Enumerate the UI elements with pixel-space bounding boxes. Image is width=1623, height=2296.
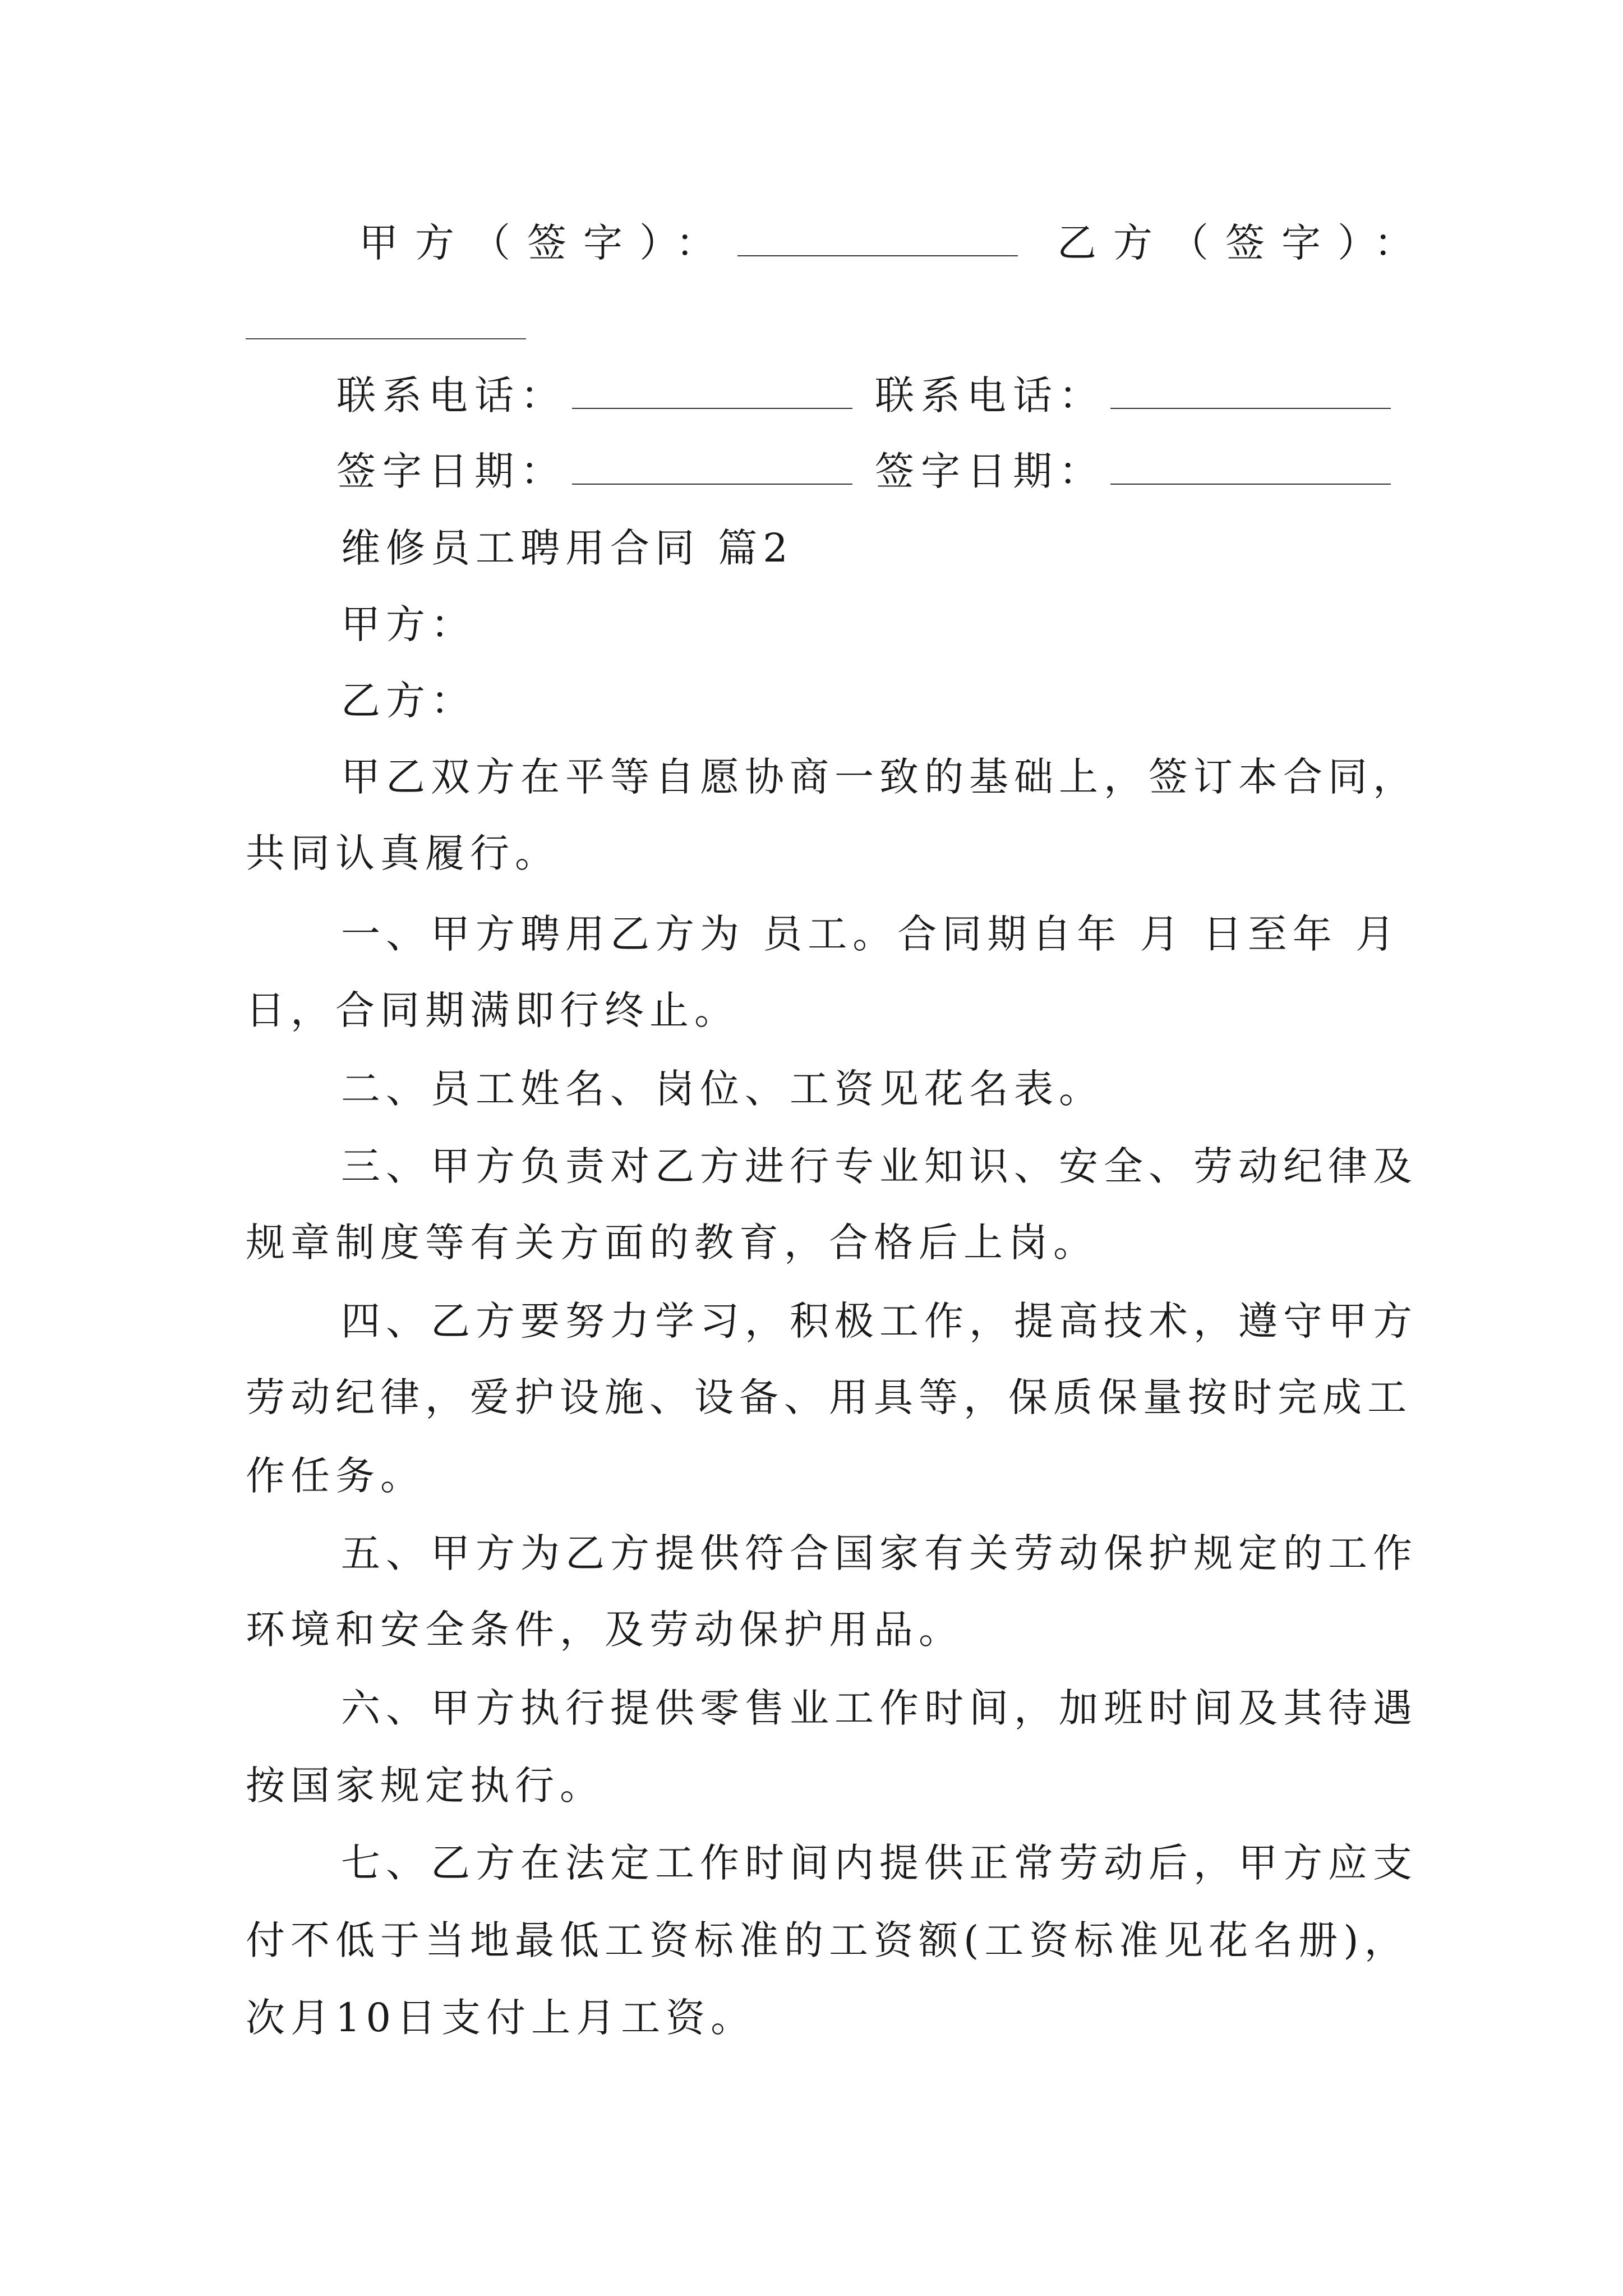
paragraph-line: 五、甲方为乙方提供符合国家有关劳动保护规定的工作 bbox=[341, 1530, 1418, 1576]
party-a-signature-blank bbox=[737, 224, 1018, 256]
date-row bbox=[336, 448, 1391, 494]
paragraph-line: 甲乙双方在平等自愿协商一致的基础上，签订本合同， bbox=[341, 754, 1418, 800]
paragraph-line: 共同认真履行。 bbox=[246, 830, 560, 876]
party-a-signature-label: 甲方（签字）： bbox=[359, 220, 732, 266]
paragraph-line: 日，合同期满即行终止。 bbox=[246, 987, 739, 1033]
paragraph-line: 四、乙方要努力学习，积极工作，提高技术，遵守甲方 bbox=[341, 1298, 1418, 1344]
paragraph-line: 七、乙方在法定工作时间内提供正常劳动后，甲方应支 bbox=[341, 1840, 1418, 1886]
contract-title: 维修员工聘用合同 篇2 bbox=[341, 525, 794, 571]
party-b-phone-label: 联系电话： bbox=[875, 372, 1105, 418]
paragraph-line: 六、甲方执行提供零售业工作时间，加班时间及其待遇 bbox=[341, 1685, 1418, 1731]
paragraph-line: 规章制度等有关方面的教育，合格后上岗。 bbox=[246, 1220, 1098, 1266]
party-a-date-label: 签字日期： bbox=[336, 448, 566, 494]
paragraph-line: 环境和安全条件，及劳动保护用品。 bbox=[246, 1607, 963, 1653]
signature-row bbox=[359, 220, 1430, 266]
paragraph-line: 二、员工姓名、岗位、工资见花名表。 bbox=[341, 1066, 1104, 1112]
paragraph-line: 付不低于当地最低工资标准的工资额(工资标准见花名册)， bbox=[246, 1917, 1409, 1963]
paragraph-line: 三、甲方负责对乙方进行专业知识、安全、劳动纪律及 bbox=[341, 1143, 1418, 1189]
party-b-date-blank bbox=[1110, 452, 1391, 485]
party-a-line: 甲方： bbox=[341, 601, 476, 647]
paragraph-line: 次月10日支付上月工资。 bbox=[246, 1995, 756, 2041]
party-a-date-blank bbox=[572, 452, 852, 485]
party-b-phone-blank bbox=[1110, 376, 1391, 409]
party-a-phone-label: 联系电话： bbox=[336, 372, 566, 418]
paragraph-line: 作任务。 bbox=[246, 1453, 425, 1499]
paragraph-line: 劳动纪律，爱护设施、设备、用具等，保质保量按时完成工 bbox=[246, 1374, 1412, 1420]
party-a-phone-blank bbox=[572, 376, 852, 409]
party-b-line: 乙方： bbox=[341, 678, 476, 724]
phone-row bbox=[336, 372, 1391, 418]
paragraph-line: 按国家规定执行。 bbox=[246, 1763, 605, 1809]
party-b-signature-label: 乙方（签字）： bbox=[1057, 220, 1430, 266]
party-b-date-label: 签字日期： bbox=[875, 448, 1105, 494]
party-b-signature-blank bbox=[246, 338, 526, 339]
paragraph-line: 一、甲方聘用乙方为 员工。合同期自年 月 日至年 月 bbox=[341, 911, 1401, 957]
